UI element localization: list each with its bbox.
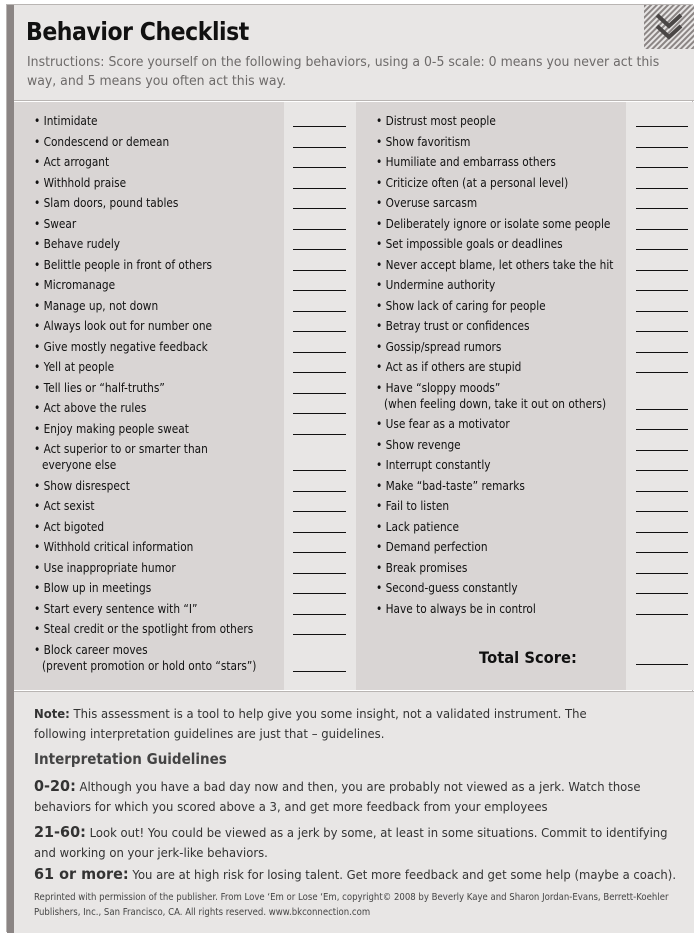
score-line[interactable] (293, 634, 346, 635)
score-line[interactable] (636, 593, 688, 594)
checklist-item: • Use inappropriate humor (34, 560, 176, 575)
behavior-checklist-page (6, 4, 693, 932)
score-line[interactable] (636, 409, 688, 410)
checklist-item: • Have “sloppy moods” (376, 380, 501, 395)
checklist-item: • Show disrespect (34, 478, 130, 493)
checklist-item: • Manage up, not down (34, 298, 159, 313)
checklist-item: • Show revenge (376, 437, 461, 452)
checklist-item: • Withhold critical information (34, 540, 194, 554)
score-line[interactable] (293, 532, 346, 533)
guideline-range: 61 or more: (34, 865, 129, 883)
checklist-item: • Give mostly negative feedback (34, 339, 208, 354)
checklist-item: • Undermine authority (376, 278, 496, 292)
note-body: This assessment is a tool to help give you some insight, not a validated instrument. The following interpretation guidelines are just that – guidelines. (34, 706, 587, 741)
checklist-item: • Condescend or demean (34, 134, 170, 149)
header (14, 5, 694, 101)
right-score-column (626, 102, 694, 690)
note-label: Note: (34, 706, 70, 721)
score-line[interactable] (293, 249, 346, 250)
score-line[interactable] (293, 208, 346, 209)
checklist-item: • Slam doors, pound tables (34, 196, 179, 210)
checklist (14, 102, 694, 690)
checklist-item: • Second-guess constantly (376, 581, 518, 595)
checklist-item: • Set impossible goals or deadlines (376, 237, 563, 251)
score-line[interactable] (636, 429, 688, 430)
page-title: Behavior Checklist (26, 17, 249, 46)
score-line[interactable] (293, 147, 346, 148)
side-bar (7, 5, 14, 933)
checklist-item: • Deliberately ignore or isolate some people (376, 216, 611, 231)
checklist-item: • Intimidate (34, 114, 98, 128)
score-line[interactable] (293, 393, 346, 394)
checklist-item: • Show lack of caring for people (376, 298, 546, 313)
checklist-item: • Micromanage (34, 278, 116, 292)
checklist-item: • Make “bad-taste” remarks (376, 478, 525, 493)
score-line[interactable] (293, 671, 346, 672)
checklist-item-continuation: (when feeling down, take it out on others) (384, 396, 607, 411)
score-line[interactable] (293, 167, 346, 168)
guideline-text: Although you have a bad day now and then, you are probably not viewed as a jerk. Watch those behaviors for which you scored above a 3, and get more feedback from your employees (34, 779, 641, 814)
checklist-item: • Use fear as a motivator (376, 417, 510, 431)
checklist-item: • Act above the rules (34, 401, 147, 415)
guideline-range: 21-60: (34, 823, 86, 841)
checklist-item: • Yell at people (34, 360, 115, 374)
guideline-mid (34, 822, 685, 863)
total-score-label: Total Score: (479, 648, 577, 667)
score-line[interactable] (293, 614, 346, 615)
checklist-item: • Start every sentence with “I” (34, 601, 198, 616)
score-line[interactable] (636, 450, 688, 451)
notes-section (14, 691, 694, 933)
score-line[interactable] (636, 290, 688, 291)
checklist-item: • Behave rudely (34, 237, 121, 251)
score-line[interactable] (293, 552, 346, 553)
checklist-item: • Act arrogant (34, 155, 110, 169)
credit-text: Reprinted with permission of the publisher. From Love ‘Em or Lose ‘Em, copyright© 2008 by Beverly Kaye and Sharon Jordan-Evans, Berrett-Koehler Publishers, Inc., San Francisco, CA. All rights reserved. www.bkconnection.com (34, 892, 669, 918)
score-line[interactable] (293, 573, 346, 574)
checklist-item: • Never accept blame, let others take the hit (376, 257, 614, 272)
checklist-item: • Lack patience (376, 519, 459, 534)
guideline-range: 0-20: (34, 777, 76, 795)
score-line[interactable] (636, 331, 688, 332)
checklist-item: • Show favoritism (376, 134, 471, 149)
score-line[interactable] (636, 352, 688, 353)
checklist-item: • Humiliate and embarrass others (376, 155, 556, 169)
checklist-item-continuation: (prevent promotion or hold onto “stars”) (42, 658, 257, 673)
guideline-text: You are at high risk for losing talent. Get more feedback and get some help (maybe a coach). (128, 867, 677, 882)
score-line[interactable] (636, 208, 688, 209)
score-line[interactable] (636, 126, 688, 127)
checklist-item-continuation: everyone else (42, 458, 117, 472)
checklist-item: • Interrupt constantly (376, 458, 491, 472)
score-line[interactable] (293, 331, 346, 332)
checklist-item: • Block career moves (34, 642, 148, 657)
score-line[interactable] (293, 188, 346, 189)
score-line[interactable] (293, 126, 346, 127)
right-behavior-column (356, 102, 626, 690)
score-line[interactable] (636, 491, 688, 492)
guideline-high (34, 864, 685, 885)
double-chevron-down-icon (644, 5, 694, 49)
score-line[interactable] (636, 372, 688, 373)
checklist-item: • Withhold praise (34, 175, 127, 190)
guideline-low (34, 776, 685, 817)
score-line[interactable] (636, 229, 688, 230)
left-behavior-column (14, 102, 284, 690)
checklist-item: • Demand perfection (376, 540, 488, 554)
score-line[interactable] (636, 188, 688, 189)
checklist-item: • Break promises (376, 560, 468, 575)
guideline-text: Look out! You could be viewed as a jerk by some, at least in some situations. Commit to identifying and working on your jerk-like behaviors. (34, 825, 668, 860)
checklist-item: • Swear (34, 216, 77, 231)
checklist-item: • Gossip/spread rumors (376, 339, 502, 354)
score-line[interactable] (636, 147, 688, 148)
score-line[interactable] (293, 413, 346, 414)
score-line[interactable] (293, 352, 346, 353)
score-line[interactable] (636, 270, 688, 271)
checklist-item: • Blow up in meetings (34, 581, 152, 595)
score-line[interactable] (293, 290, 346, 291)
checklist-item: • Overuse sarcasm (376, 196, 478, 210)
score-line[interactable] (636, 511, 688, 512)
score-line[interactable] (293, 470, 346, 471)
score-line[interactable] (636, 249, 688, 250)
score-line[interactable] (293, 270, 346, 271)
score-line[interactable] (293, 311, 346, 312)
checklist-item: • Distrust most people (376, 114, 496, 128)
score-line[interactable] (636, 552, 688, 553)
score-line[interactable] (293, 593, 346, 594)
score-line[interactable] (636, 311, 688, 312)
score-line[interactable] (636, 167, 688, 168)
checklist-item: • Enjoy making people sweat (34, 421, 189, 436)
instructions: Instructions: Score yourself on the following behaviors, using a 0-5 scale: 0 means you never act this way, and 5 means you often act this way. (27, 55, 660, 89)
checklist-item: • Betray trust or confidences (376, 319, 530, 333)
score-line[interactable] (293, 434, 346, 435)
total-score-line[interactable] (636, 664, 688, 665)
checklist-item: • Fail to listen (376, 499, 450, 513)
score-line[interactable] (293, 372, 346, 373)
score-line[interactable] (293, 511, 346, 512)
score-line[interactable] (636, 470, 688, 471)
note-text (34, 704, 639, 744)
checklist-item: • Tell lies or “half-truths” (34, 380, 165, 395)
score-line[interactable] (636, 614, 688, 615)
score-line[interactable] (293, 229, 346, 230)
checklist-item: • Steal credit or the spotlight from others (34, 622, 254, 636)
checklist-item: • Always look out for number one (34, 319, 213, 333)
checklist-item: • Act superior to or smarter than (34, 442, 208, 456)
score-line[interactable] (636, 532, 688, 533)
checklist-item: • Act bigoted (34, 519, 105, 534)
interpretation-heading: Interpretation Guidelines (34, 750, 227, 768)
checklist-item: • Belittle people in front of others (34, 257, 213, 272)
score-line[interactable] (636, 573, 688, 574)
checklist-item: • Have to always be in control (376, 601, 536, 616)
checklist-item: • Act as if others are stupid (376, 360, 522, 374)
checklist-item: • Act sexist (34, 499, 95, 513)
checklist-item: • Criticize often (at a personal level) (376, 175, 569, 190)
score-line[interactable] (293, 491, 346, 492)
left-score-column (284, 102, 356, 690)
